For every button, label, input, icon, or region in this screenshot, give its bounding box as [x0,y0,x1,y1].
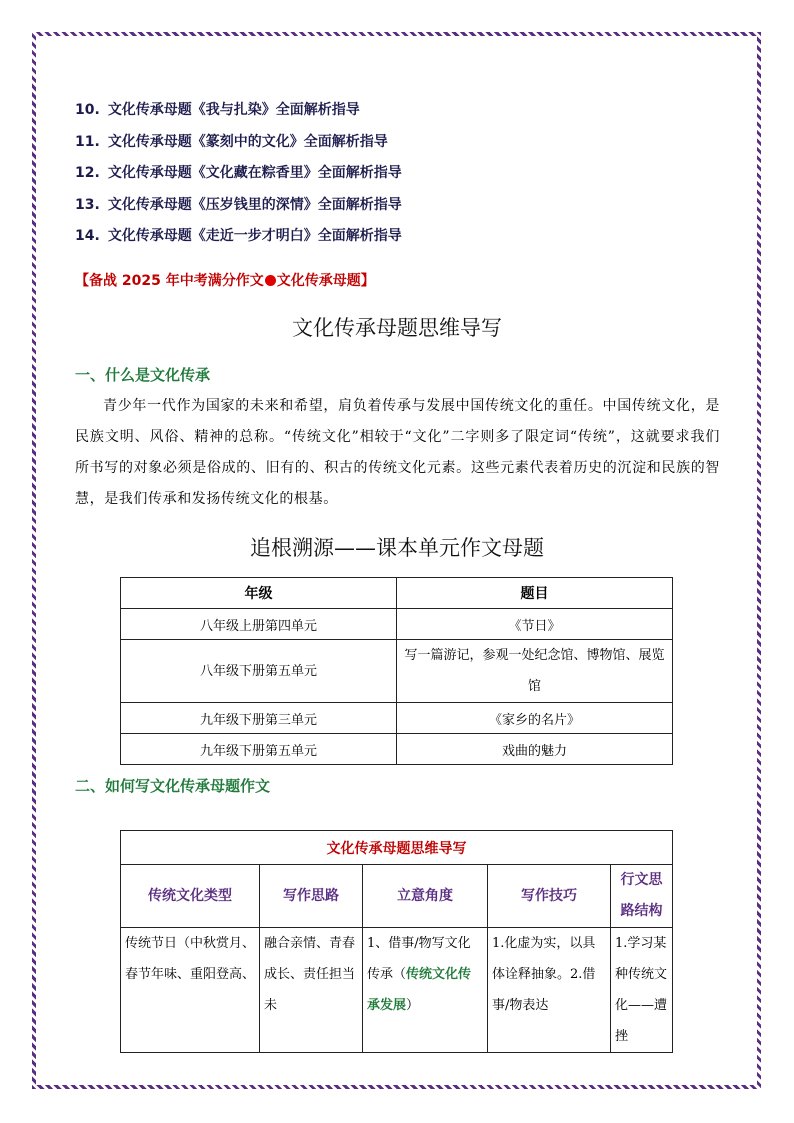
cell-writing-idea: 融合亲情、青春成长、责任担当未 [260,928,363,1053]
table-row [121,640,673,703]
cell-grade: 九年级下册第三单元 [121,703,397,734]
section-heading-what-is: 一、什么是文化传承 [75,366,211,384]
toc-list [75,97,402,255]
textbook-units-table [120,577,673,765]
table-row [121,703,673,734]
toc-item[interactable]: 14. 文化传承母题《走近一步才明白》全面解析指导 [75,228,402,244]
toc-item[interactable]: 10. 文化传承母题《我与扎染》全面解析指导 [75,102,360,118]
header-theme-angle: 立意角度 [363,865,488,928]
banner-heading: 【备战 2025 年中考满分作文 文化传承母题】 [75,273,375,289]
cell-writing-technique: 1.化虚为实，以具体诠释抽象。2.借事/物表达 [488,928,611,1053]
subtitle-textbook: 追根溯源——课本单元作文母题 [250,536,544,560]
header-writing-idea: 写作思路 [260,865,363,928]
table-row [121,928,673,1053]
page-title: 文化传承母题思维导写 [292,316,502,340]
cell-theme-angle: 1、借事/物写文化传承（传统文化传承发展） [363,928,488,1053]
table-caption-row [121,831,673,865]
cell-topic: 《节日》 [397,609,673,640]
header-structure: 行文思路结构 [611,865,673,928]
toc-item[interactable]: 13. 文化传承母题《压岁钱里的深情》全面解析指导 [75,196,402,213]
table-row [121,609,673,640]
section-heading-how-to: 二、如何写文化传承母题作文 [75,777,271,795]
table-caption: 文化传承母题思维导写 [121,831,673,865]
table-header-row [121,578,673,609]
cell-grade: 九年级下册第五单元 [121,734,397,765]
writing-guide-table [120,830,673,1053]
toc-item[interactable]: 12. 文化传承母题《文化藏在粽香里》全面解析指导 [75,165,402,181]
cell-topic: 写一篇游记，参观一处纪念馆、博物馆、展览馆 [397,640,673,703]
table-row [121,734,673,765]
intro-paragraph: 青少年一代作为国家的未来和希望，肩负着传承与发展中国传统文化的重任。中国传统文化，是民族文明、风俗、精神的总称。“传统文化”相较于“文化”二字则多了限定词“传统”，这就要求我们所书写的对象必须是俗成的、旧有的、积古的传统文化元素。这些元素代表着历史的沉淀和民族的智慧，是我们传承和发扬传统文化的根基。 [75,398,720,507]
cell-grade: 八年级下册第五单元 [121,640,397,703]
header-topic: 题目 [397,578,673,609]
cell-culture-type: 传统节日（中秋赏月、春节年味、重阳登高、 [121,928,260,1053]
cell-topic: 戏曲的魅力 [397,734,673,765]
toc-item[interactable]: 11. 文化传承母题《篆刻中的文化》全面解析指导 [75,133,388,150]
header-writing-technique: 写作技巧 [488,865,611,928]
cell-grade: 八年级上册第四单元 [121,609,397,640]
red-dot-icon [265,275,276,286]
cell-structure: 1.学习某种传统文化——遭挫 [611,928,673,1053]
table-header-row [121,865,673,928]
header-grade: 年级 [121,578,397,609]
cell-topic: 《家乡的名片》 [397,703,673,734]
header-culture-type: 传统文化类型 [121,865,260,928]
